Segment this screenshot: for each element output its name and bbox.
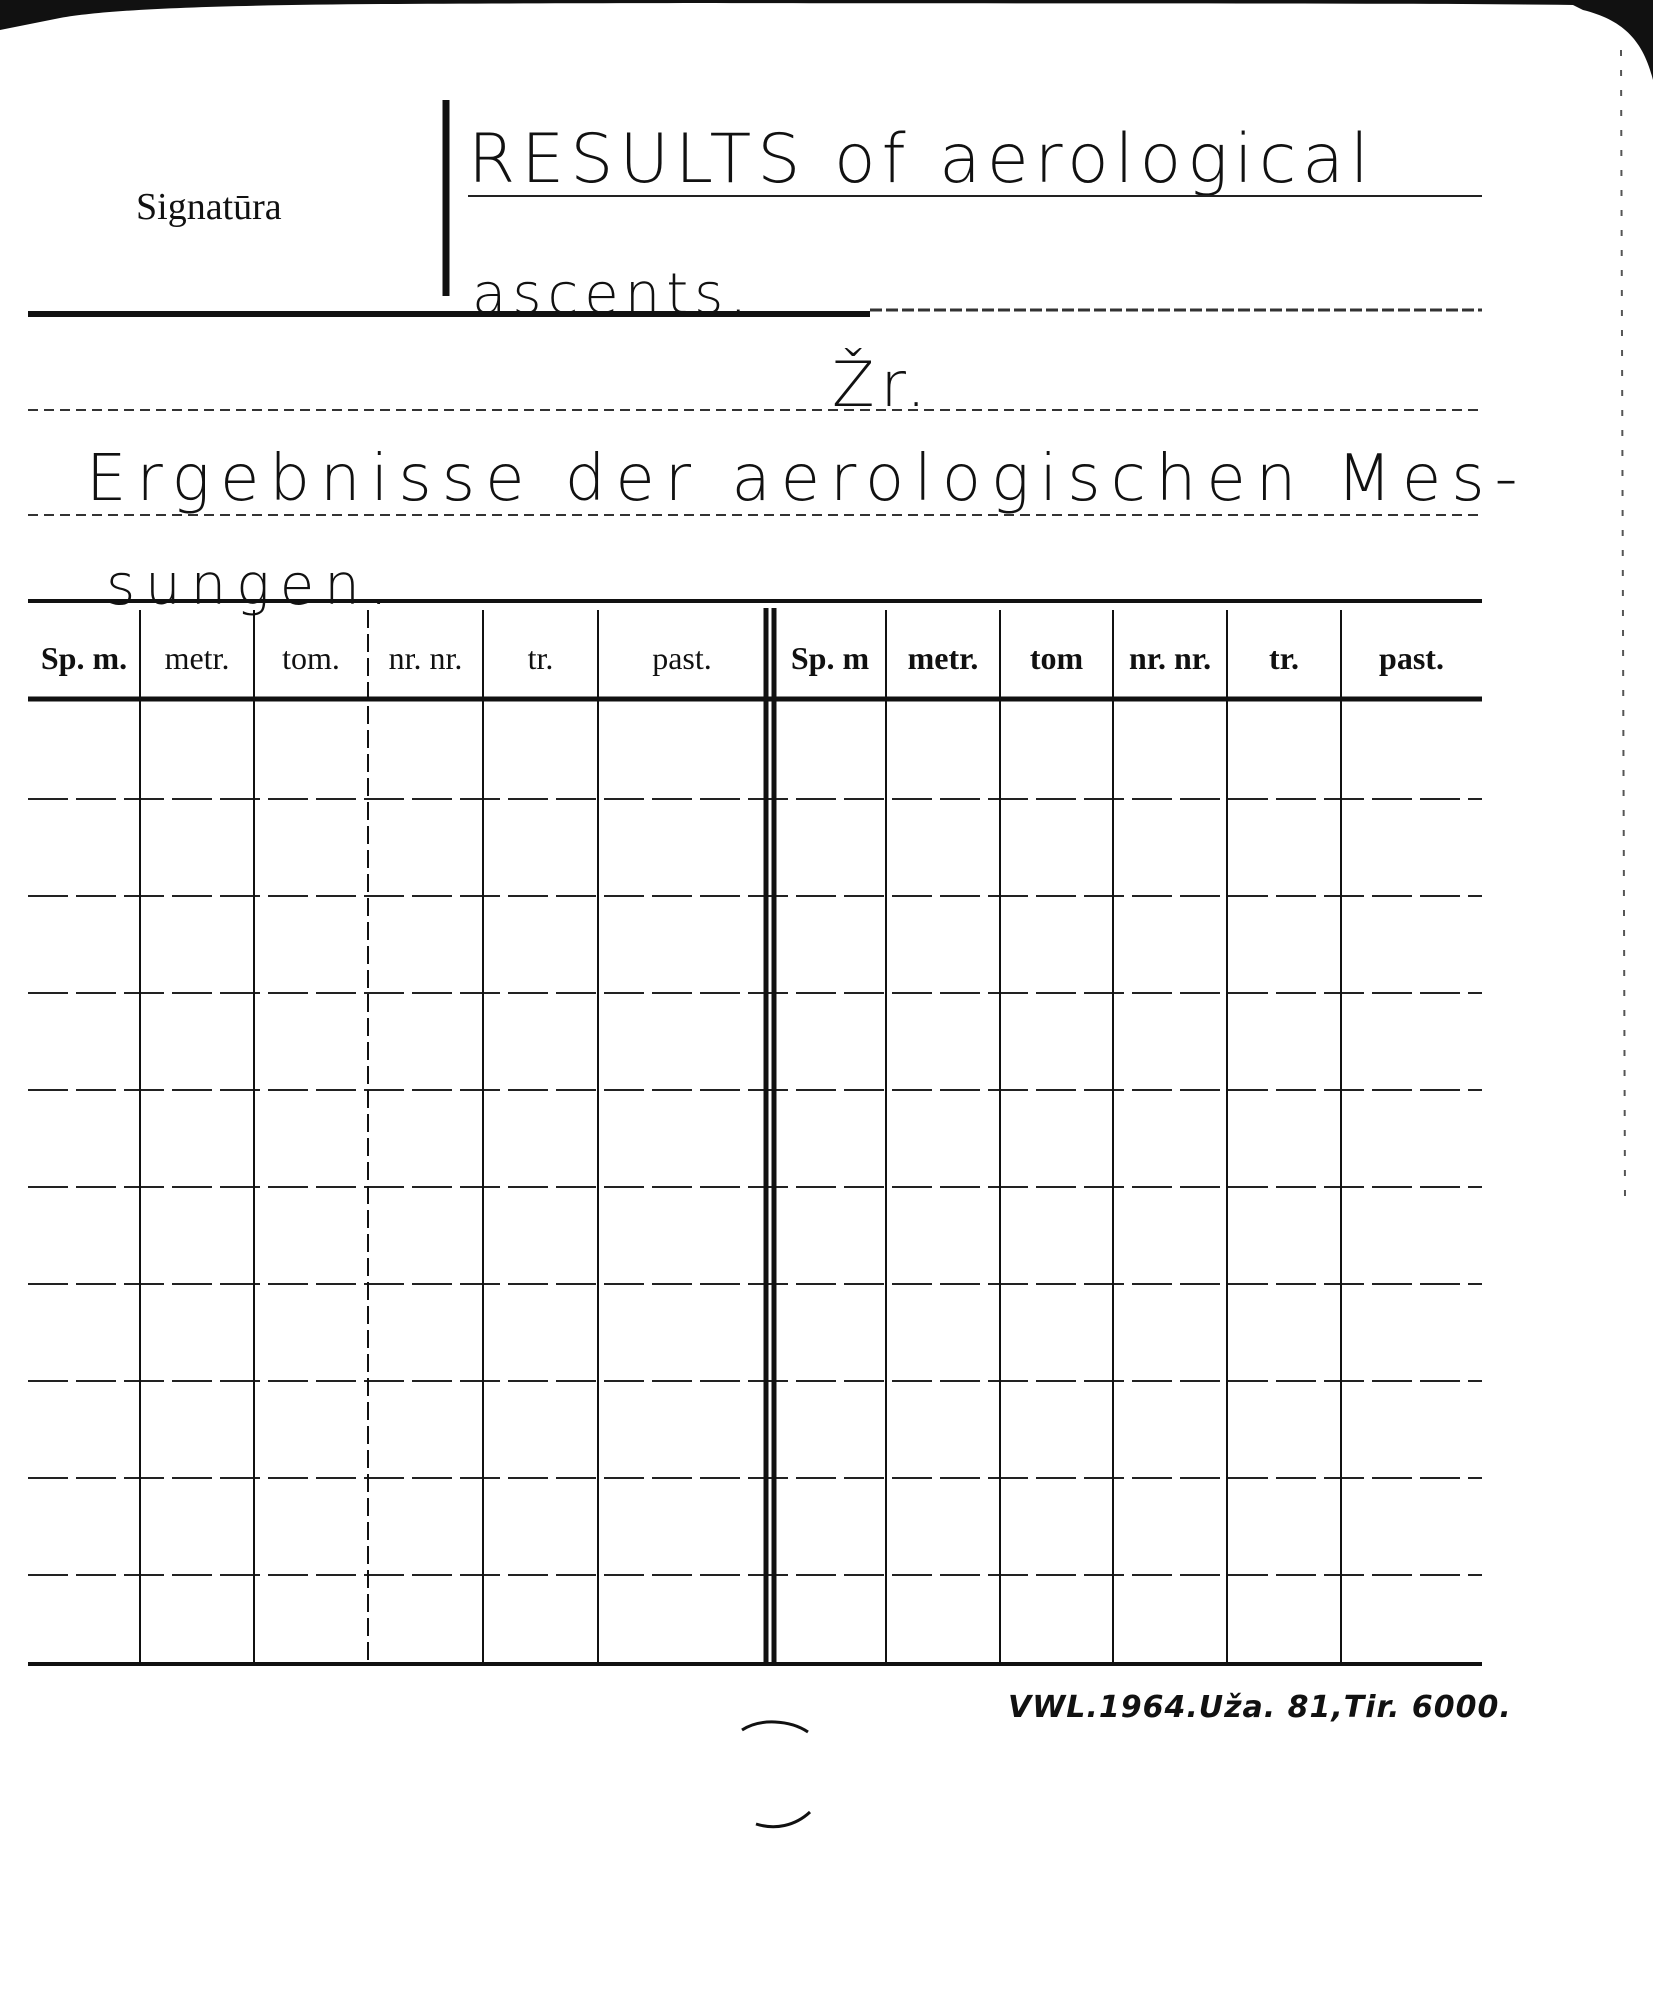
header-tr-right: tr. — [1269, 640, 1299, 676]
header-nr-left: nr. nr. — [388, 640, 463, 676]
header-tr-left: tr. — [527, 640, 554, 676]
header-nr-right: nr. nr. — [1128, 640, 1212, 676]
header-metr-left: metr. — [164, 640, 230, 676]
header-past-left: past. — [652, 640, 712, 676]
german-title-line-1: Ergebnisse der aerologischen Mes- — [86, 442, 1528, 516]
printer-imprint: VWL.1964.Uža. 81,Tir. 6000. — [1008, 1690, 1512, 1725]
header-past-right: past. — [1379, 640, 1444, 676]
header-tom-right: tom — [1029, 640, 1084, 676]
header-metr-right: metr. — [907, 640, 979, 676]
signatura-label: Signatūra — [136, 186, 282, 228]
header-sp-m-right: Sp. m — [790, 640, 870, 676]
title-line-2: ascents. — [472, 262, 754, 327]
title-line-1: RESULTS of aerological — [468, 120, 1375, 199]
header-tom-left: tom. — [282, 640, 340, 676]
abbreviation: Žr. — [832, 348, 932, 421]
header-sp-m-left: Sp. m. — [40, 640, 128, 676]
german-title-line-2: sungen. — [106, 553, 398, 618]
